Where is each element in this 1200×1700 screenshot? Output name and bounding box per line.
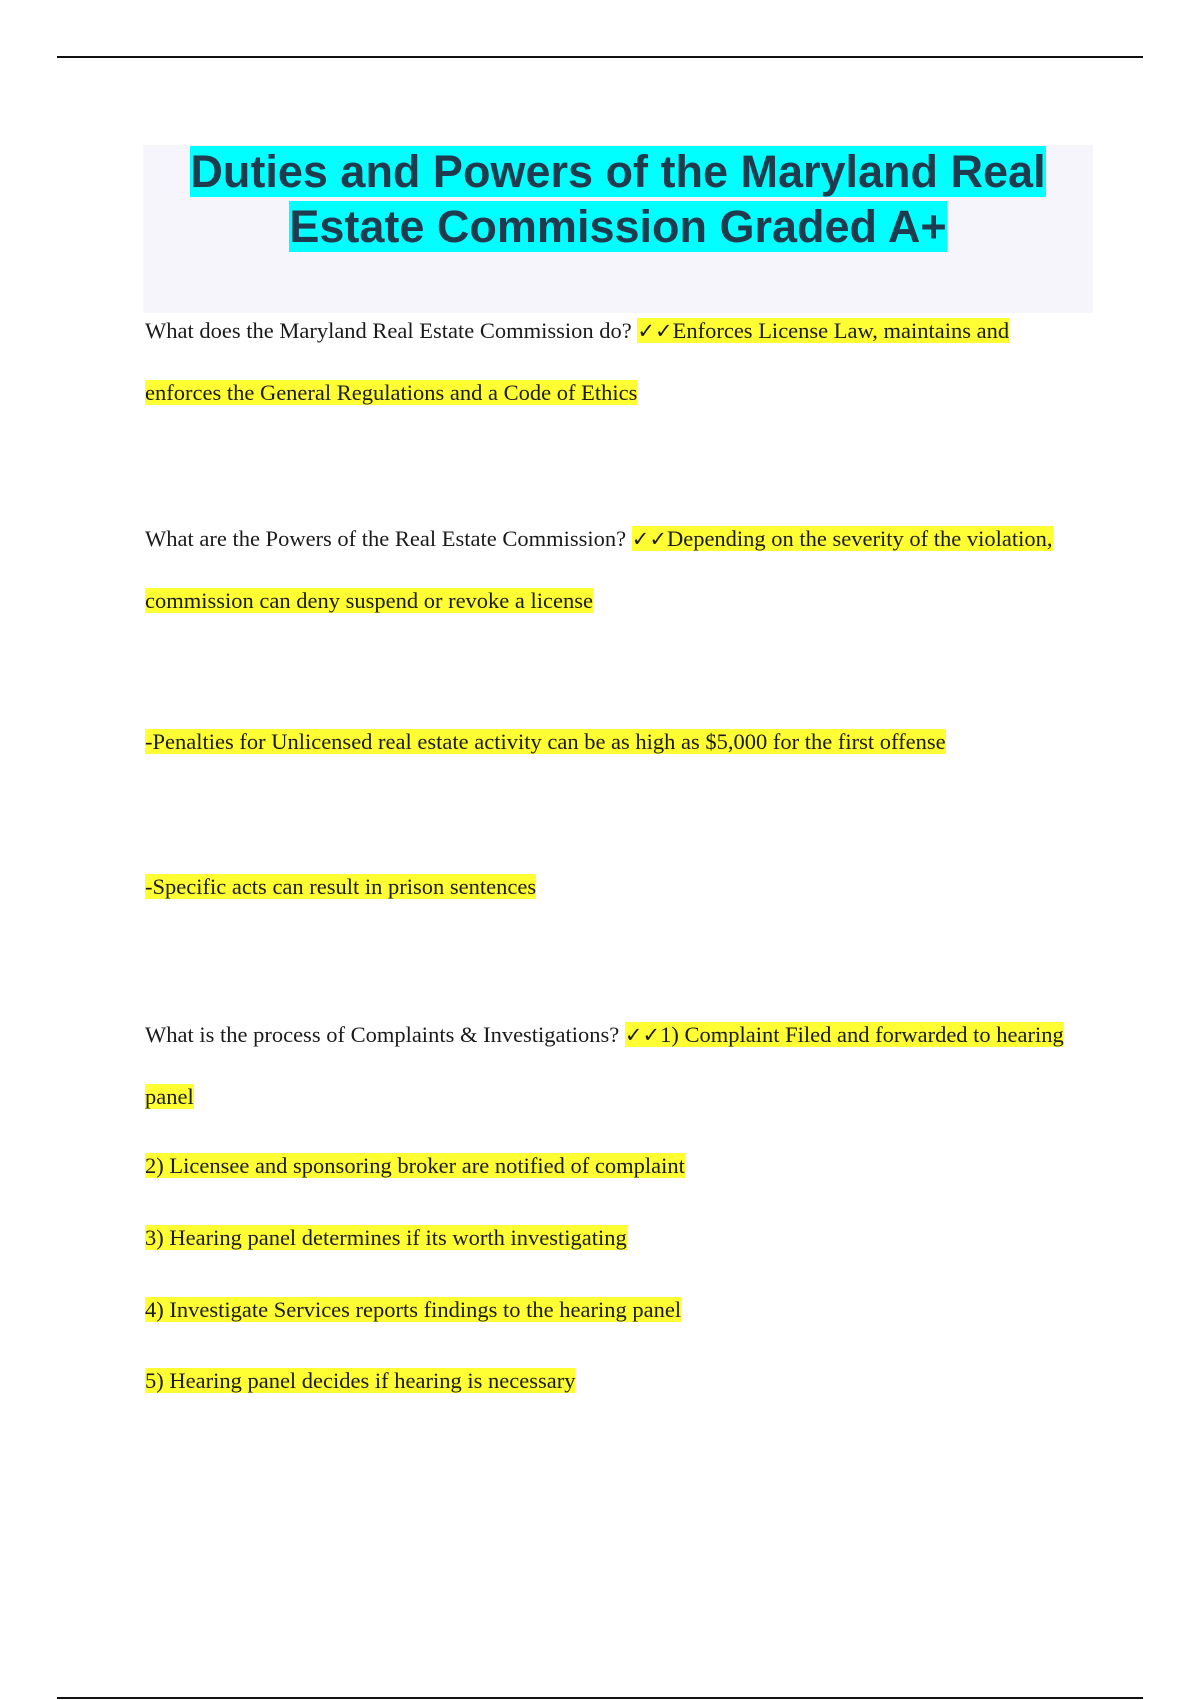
bottom-rule (57, 1697, 1143, 1699)
check-mark-icon: ✓✓ (624, 1023, 661, 1047)
answer-text: ✓✓Enforces License Law, maintains and enforces the General Regulations and a Code of Ethics (145, 318, 1010, 405)
question-text: What are the Powers of the Real Estate Commission? (145, 526, 627, 551)
check-mark-icon: ✓✓ (631, 527, 667, 551)
process-step-4: 4) Investigate Services reports findings to the hearing panel (145, 1297, 682, 1322)
penalty-line: -Penalties for Unlicensed real estate activity can be as high as $5,000 for the first offense (145, 729, 946, 754)
question-text: What does the Maryland Real Estate Commission do? (145, 318, 632, 343)
qa-item-2 (145, 508, 1085, 631)
prison-line: -Specific acts can result in prison sentences (145, 874, 537, 899)
answer-text: ✓✓Depending on the severity of the violation, commission can deny suspend or revoke a license (145, 526, 1053, 613)
answer-text: ✓✓1) Complaint Filed and forwarded to hearing panel (145, 1022, 1064, 1109)
top-rule (57, 56, 1143, 58)
question-text: What is the process of Complaints & Investigations? (145, 1022, 620, 1047)
process-step-5: 5) Hearing panel decides if hearing is necessary (145, 1368, 576, 1393)
process-step-2: 2) Licensee and sponsoring broker are notified of complaint (145, 1153, 685, 1178)
qa-item-3 (145, 1004, 1085, 1127)
page-title: Duties and Powers of the Maryland Real Estate Commission Graded A+ (190, 146, 1046, 252)
qa-item-1 (145, 300, 1085, 423)
check-mark-icon: ✓✓ (637, 319, 673, 343)
process-step-3: 3) Hearing panel determines if its worth investigating (145, 1225, 627, 1250)
